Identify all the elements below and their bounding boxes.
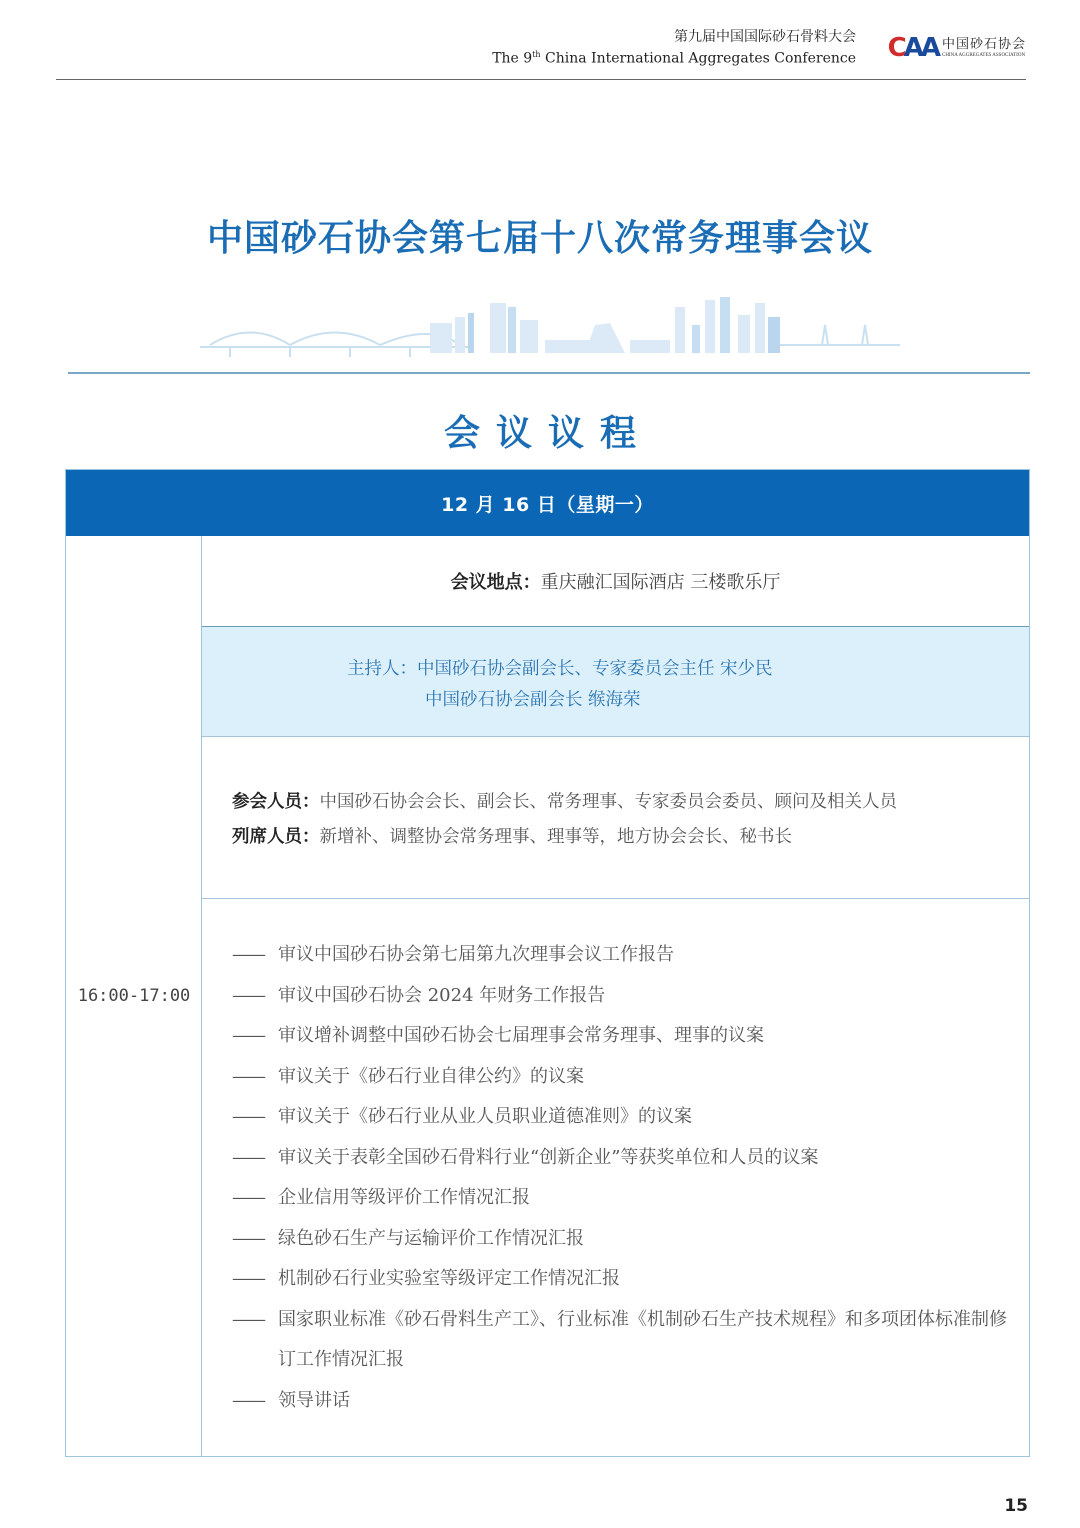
host-line-1: 中国砂石协会副会长、专家委员会主任 宋少民 [417,659,773,679]
agenda-heading: 会议议程 [443,412,652,454]
host-line-2: 中国砂石协会副会长 缑海荣 [425,690,641,710]
dash-bullet: —— [232,984,264,1006]
agenda-item: —— 审议关于《砂石行业自律公约》的议案 [232,1057,1029,1098]
venue-label: 会议地点： [450,572,541,593]
dash-bullet: —— [232,1389,264,1411]
content-column [202,536,1029,1456]
agenda-item: —— 审议增补调整中国砂石协会七届理事会常务理事、理事的议案 [232,1016,1029,1057]
agenda-item: —— 审议中国砂石协会第七届第九次理事会议工作报告 [232,935,1029,976]
agenda-item: —— 审议关于《砂石行业从业人员职业道德准则》的议案 [232,1097,1029,1138]
dash-bullet: —— [232,1268,264,1289]
agenda-item: —— 绿色砂石生产与运输评价工作情况汇报 [232,1219,1029,1260]
observers-value: 新增补、调整协会常务理事、理事等，地方协会会长、秘书长 [319,827,792,847]
page-number: 15 [1004,1496,1028,1516]
logo-name-en: CHINA AGGREGATES ASSOCIATION [941,52,1026,58]
conference-name-en: The 9th China International Aggregates Conference [492,50,856,67]
caa-logo-icon: C AA [887,33,938,63]
agenda-item: —— 审议中国砂石协会 2024 年财务工作报告 [232,976,1029,1017]
dash-bullet: —— [232,944,264,965]
agenda-table [65,469,1030,1457]
session-time: 16:00-17:00 [77,986,191,1006]
dash-bullet: —— [232,1308,264,1330]
dash-bullet: —— [232,1065,264,1087]
attendees-label: 参会人员： [232,792,320,812]
agenda-item: —— 企业信用等级评价工作情况汇报 [232,1178,1029,1219]
conference-name-cn: 第九届中国国际砂石骨料大会 [674,29,856,45]
observers-label: 列席人员： [232,827,320,847]
host-label: 主持人： [347,659,417,679]
venue-row [202,536,1029,627]
agenda-items [202,899,1029,1421]
attendees-value: 中国砂石协会会长、副会长、常务理事、专家委员会委员、顾问及相关人员 [319,792,897,812]
agenda-item: —— 国家职业标准《砂石骨料生产工》、行业标准《机制砂石生产技术规程》和多项团体标准制修订工作情况汇报 [232,1300,1029,1381]
agenda-item: —— 机制砂石行业实验室等级评定工作情况汇报 [232,1259,1029,1300]
dash-bullet: —— [232,1187,264,1208]
logo-name-cn: 中国砂石协会 [941,36,1026,52]
conference-name [492,28,856,68]
date-header: 12 月 16 日（星期一） [66,470,1029,536]
dash-bullet: —— [232,1025,264,1046]
agenda-item: —— 领导讲话 [232,1381,1029,1422]
venue-value: 重庆融汇国际酒店 三楼歌乐厅 [540,572,781,593]
page-header [56,0,1026,80]
host-row [202,627,1029,737]
association-logo [888,34,1026,62]
dash-bullet: —— [232,1146,264,1168]
dash-bullet: —— [232,1227,264,1249]
time-column [66,536,202,1456]
city-skyline-illustration [200,295,900,365]
agenda-item: —— 审议关于表彰全国砂石骨料行业“创新企业”等获奖单位和人员的议案 [232,1138,1029,1179]
observers [232,820,1029,855]
page-title: 中国砂石协会第七届十八次常务理事会议 [206,218,873,259]
attendees [232,785,1029,820]
dash-bullet: —— [232,1106,264,1127]
participants-row [202,737,1029,899]
divider-line [68,372,1030,374]
